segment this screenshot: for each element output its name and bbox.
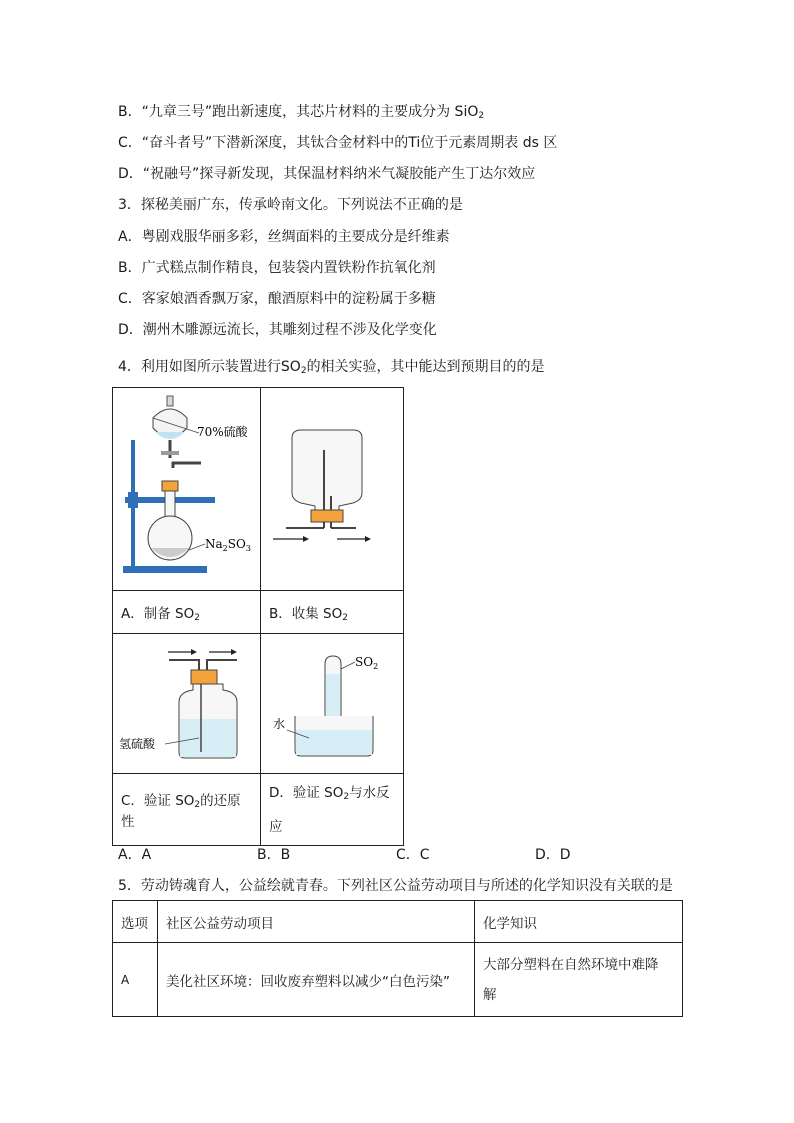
q3-option-a: A．粤剧戏服华丽多彩，丝绸面料的主要成分是纤维素 [118, 229, 450, 245]
q3-option-c: C．客家娘酒香飘万家，酿酒原料中的淀粉属于多糖 [118, 291, 436, 307]
trough-water [296, 730, 372, 755]
so2-label-leader [341, 662, 355, 669]
cell-b-caption: B．收集 $SO_2$ [261, 591, 404, 634]
q4-stem: 4．利用如图所示装置进行$SO_2$的相关实验，其中能达到预期目的的是 [118, 359, 545, 376]
q5-stem: 5．劳动铸魂育人，公益绘就青春。下列社区公益劳动项目与所述的化学知识没有关联的是 [118, 878, 673, 894]
gas-in-arrowhead [191, 649, 197, 655]
header-option: 选项 [113, 901, 158, 943]
so2-label: $SO_2$ [355, 655, 379, 671]
q4-choice-d: D．D [535, 847, 571, 863]
q3-stem: 3．探秘美丽广东，传承岭南文化。下列说法不正确的是 [118, 197, 463, 213]
wash-bottle-stopper [191, 670, 217, 684]
outflow-arrowhead [365, 536, 371, 542]
row-option: A [113, 943, 158, 1017]
q3-option-d: D．潮州木雕源远流长，其雕刻过程不涉及化学变化 [118, 322, 437, 338]
q2-option-b: B．“九章三号”跑出新速度，其芯片材料的主要成分为 SiO$_2$ [118, 104, 485, 121]
acid-label: 70%硫酸 [197, 425, 248, 439]
apparatus-d-figure [261, 634, 403, 769]
acid-liquid [155, 432, 185, 439]
q3-option-b: B．广式糕点制作精良，包装袋内置铁粉作抗氧化剂 [118, 260, 436, 276]
q2-option-c: C．“奋斗者号”下潜新深度，其钛合金材料中的Ti位于元素周期表 ds 区 [118, 135, 558, 151]
q4-choice-b: B．B [257, 847, 291, 863]
cell-a-caption: A．制备 $SO_2$ [113, 591, 261, 634]
h2s-solution [180, 719, 236, 757]
q4-choice-c: C．C [396, 847, 430, 863]
q4-apparatus-table [112, 387, 404, 846]
q4-choice-a: A．A [118, 847, 152, 863]
funnel-stopper [167, 396, 173, 406]
row-project: 美化社区环境：回收废弃塑料以减少“白色污染” [158, 943, 475, 1017]
apparatus-d-cell [261, 634, 404, 774]
gas-out-arrowhead [231, 649, 237, 655]
cell-c-caption: C．验证 $SO_2$的还原性 [113, 774, 261, 846]
header-knowledge: 化学知识 [475, 901, 683, 943]
sodium-sulfite-label: $Na_2SO_3$ [205, 537, 251, 553]
apparatus-c-figure [113, 634, 260, 769]
apparatus-b-cell [261, 388, 404, 591]
stand-base [123, 566, 207, 573]
bottle-stopper [311, 510, 343, 522]
row-knowledge: 大部分塑料在自然环境中难降 解 [475, 943, 683, 1017]
inverted-gas-bottle [292, 430, 362, 516]
q5-table [112, 900, 683, 1017]
q2-option-d: D．“祝融号”探寻新发现，其保温材料纳米气凝胶能产生丁达尔效应 [118, 166, 536, 182]
flask-stopper [162, 481, 178, 491]
apparatus-a-figure [113, 388, 260, 586]
h2s-label: 氢硫酸 [119, 737, 156, 751]
apparatus-b-figure [261, 388, 403, 586]
apparatus-c-cell [113, 634, 261, 774]
table-row [113, 943, 683, 1017]
inflow-arrowhead [303, 536, 309, 542]
header-project: 社区公益劳动项目 [158, 901, 475, 943]
clamp-holder [128, 492, 138, 508]
delivery-tube [173, 463, 201, 468]
funnel-stopcock [161, 451, 179, 455]
water-label: 水 [273, 717, 286, 731]
cell-d-caption: D．验证 $SO_2$与水反 应 [261, 774, 404, 846]
apparatus-a-cell [113, 388, 261, 591]
